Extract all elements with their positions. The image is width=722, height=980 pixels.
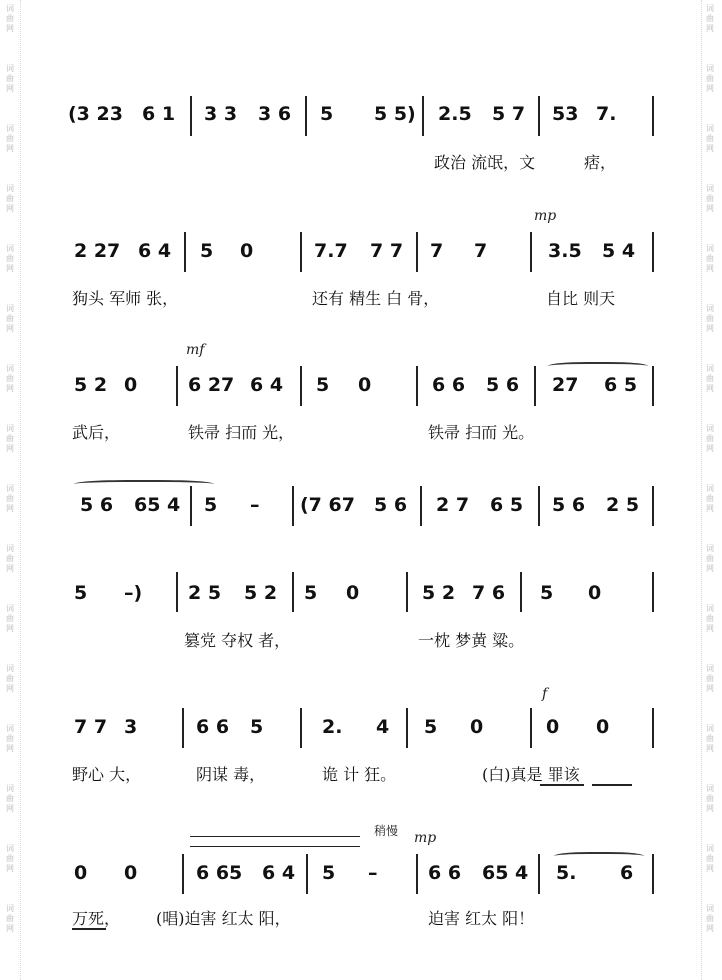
dynamic-mark: mp	[414, 830, 437, 846]
note-group: 5.	[556, 862, 577, 884]
note-group: 6 4	[138, 240, 172, 262]
bar-line	[292, 486, 294, 526]
note-group: 0	[124, 862, 138, 884]
note-group: 5 6	[552, 494, 586, 516]
watermark-text: 词 曲 网	[706, 4, 714, 33]
note-group: 6 6	[196, 716, 230, 738]
lyric: 政治 流氓，文	[434, 153, 536, 172]
note-group: 2 27	[74, 240, 121, 262]
note-group: 6 5	[490, 494, 524, 516]
watermark-text: 词 曲 网	[6, 364, 14, 393]
note-group: 2 5	[188, 582, 222, 604]
lyric: 武后，	[72, 423, 121, 442]
note-group: –	[368, 862, 378, 884]
lyric: 铁帚 扫而 光，	[188, 423, 295, 442]
bar-line	[652, 366, 654, 406]
emphasis-underline	[592, 784, 632, 786]
note-group: 65 4	[134, 494, 181, 516]
note-group: 7.	[596, 103, 617, 125]
dynamic-mark: mf	[186, 342, 205, 358]
watermark-text: 词 曲 网	[706, 904, 714, 933]
emphasis-underline	[540, 784, 584, 786]
lyric: 狗头 军师 张，	[72, 289, 179, 308]
note-group: 6 27	[188, 374, 235, 396]
watermark-text: 词 曲 网	[6, 844, 14, 873]
slur-mark	[74, 480, 214, 490]
bar-line	[422, 96, 424, 136]
note-group: 2 7	[436, 494, 470, 516]
note-group: 3 6	[258, 103, 292, 125]
note-group: 5 2	[74, 374, 108, 396]
bar-line	[416, 232, 418, 272]
note-group: 3	[124, 716, 138, 738]
lyric: 万死，	[72, 909, 121, 928]
watermark-text: 词 曲 网	[706, 124, 714, 153]
watermark-text: 词 曲 网	[706, 664, 714, 693]
note-group: –)	[124, 582, 143, 604]
note-group: 0	[358, 374, 372, 396]
note-group: 7	[474, 240, 488, 262]
lyric: 诡 计 狂。	[322, 765, 397, 784]
slur-mark	[548, 362, 648, 372]
bar-line	[538, 96, 540, 136]
note-group: 6 4	[262, 862, 296, 884]
crescendo-hairpin-top	[190, 836, 360, 837]
note-group: 5	[540, 582, 554, 604]
slur-mark	[554, 852, 644, 862]
watermark-text: 词 曲 网	[6, 124, 14, 153]
watermark-text: 词 曲 网	[706, 244, 714, 273]
watermark-text: 词 曲 网	[706, 304, 714, 333]
note-group: 0	[74, 862, 88, 884]
bar-line	[416, 854, 418, 894]
note-group: 7 6	[472, 582, 506, 604]
note-group: 2.5	[438, 103, 472, 125]
watermark-text: 词 曲 网	[706, 184, 714, 213]
note-group: 5 6	[486, 374, 520, 396]
watermark-text: 词 曲 网	[706, 484, 714, 513]
bar-line	[530, 232, 532, 272]
bar-line	[190, 486, 192, 526]
note-group: 3 3	[204, 103, 238, 125]
note-group: 7 7	[74, 716, 108, 738]
bar-line	[416, 366, 418, 406]
lyric: 自比 则天	[546, 289, 616, 308]
note-group: 0	[346, 582, 360, 604]
note-group: (3 23	[68, 103, 123, 125]
dynamic-mark: f	[542, 686, 548, 702]
note-group: 5	[322, 862, 336, 884]
watermark-text: 词 曲 网	[706, 64, 714, 93]
lyric: 迫害 红太 阳！	[428, 909, 535, 928]
bar-line	[300, 708, 302, 748]
note-group: 5 5)	[374, 103, 416, 125]
dynamic-mark: mp	[534, 208, 557, 224]
note-group: 5 6	[80, 494, 114, 516]
note-group: 6 6	[428, 862, 462, 884]
note-group: 27	[552, 374, 579, 396]
lyric: 还有 精生 白 骨，	[312, 289, 440, 308]
watermark-text: 词 曲 网	[6, 784, 14, 813]
note-group: 7 7	[370, 240, 404, 262]
watermark-text: 词 曲 网	[706, 544, 714, 573]
bar-line	[420, 486, 422, 526]
watermark-text: 词 曲 网	[6, 544, 14, 573]
bar-line	[538, 854, 540, 894]
lyric: 阴谋 毒，	[196, 765, 266, 784]
note-group: 5 2	[422, 582, 456, 604]
note-group: 5 4	[602, 240, 636, 262]
watermark-text: 词 曲 网	[706, 364, 714, 393]
watermark-text: 词 曲 网	[6, 604, 14, 633]
tempo-mark: 稍慢	[374, 824, 399, 838]
watermark-text: 词 曲 网	[6, 904, 14, 933]
note-group: 0	[596, 716, 610, 738]
note-group: 6 6	[432, 374, 466, 396]
watermark-text: 词 曲 网	[6, 724, 14, 753]
watermark-text: 词 曲 网	[6, 184, 14, 213]
bar-line	[652, 572, 654, 612]
lyric: 野心 大，	[72, 765, 142, 784]
note-group: 0	[546, 716, 560, 738]
watermark-text: 词 曲 网	[706, 844, 714, 873]
bar-line	[176, 366, 178, 406]
emphasis-underline	[72, 928, 106, 930]
watermark-text: 词 曲 网	[6, 664, 14, 693]
watermark-text: 词 曲 网	[706, 604, 714, 633]
note-group: 6 1	[142, 103, 176, 125]
note-group: –	[250, 494, 260, 516]
bar-line	[530, 708, 532, 748]
bar-line	[305, 96, 307, 136]
watermark-text: 词 曲 网	[706, 784, 714, 813]
lyric: 铁帚 扫而 光。	[428, 423, 535, 442]
note-group: 5 6	[374, 494, 408, 516]
lyric: 痞，	[584, 153, 617, 172]
note-group: 5	[320, 103, 334, 125]
bar-line	[176, 572, 178, 612]
note-group: 5	[250, 716, 264, 738]
bar-line	[406, 708, 408, 748]
note-group: 6 5	[604, 374, 638, 396]
note-group: 4	[376, 716, 390, 738]
watermark-text: 词 曲 网	[706, 724, 714, 753]
bar-line	[184, 232, 186, 272]
bar-line	[652, 232, 654, 272]
note-group: 3.5	[548, 240, 582, 262]
note-group: 5 2	[244, 582, 278, 604]
watermark-text: 词 曲 网	[6, 64, 14, 93]
note-group: 7	[430, 240, 444, 262]
note-group: 5	[304, 582, 318, 604]
bar-line	[652, 708, 654, 748]
note-group: 6 4	[250, 374, 284, 396]
note-group: 65 4	[482, 862, 529, 884]
bar-line	[300, 232, 302, 272]
note-group: 2.	[322, 716, 343, 738]
watermark-text: 词 曲 网	[6, 4, 14, 33]
bar-line	[538, 486, 540, 526]
watermark-text: 词 曲 网	[6, 244, 14, 273]
note-group: 6 65	[196, 862, 243, 884]
note-group: 5	[74, 582, 88, 604]
watermark-text: 词 曲 网	[6, 304, 14, 333]
note-group: 5	[424, 716, 438, 738]
note-group: 0	[470, 716, 484, 738]
note-group: 5	[316, 374, 330, 396]
bar-line	[182, 854, 184, 894]
watermark-text: 词 曲 网	[6, 484, 14, 513]
bar-line	[190, 96, 192, 136]
bar-line	[182, 708, 184, 748]
lyric: 一枕 梦黄 粱。	[418, 631, 525, 650]
bar-line	[406, 572, 408, 612]
note-group: 0	[588, 582, 602, 604]
bar-line	[520, 572, 522, 612]
lyric: (唱)迫害 红太 阳，	[156, 909, 291, 928]
note-group: (7 67	[300, 494, 355, 516]
watermark-text: 词 曲 网	[6, 424, 14, 453]
lyric: 篡党 夺权 者，	[184, 631, 291, 650]
bar-line	[652, 96, 654, 136]
note-group: 53	[552, 103, 579, 125]
bar-line	[300, 366, 302, 406]
lyric: (白)真是 罪该	[482, 765, 580, 784]
crescendo-hairpin-bottom	[190, 846, 360, 847]
watermark-text: 词 曲 网	[706, 424, 714, 453]
bar-line	[306, 854, 308, 894]
note-group: 5 7	[492, 103, 526, 125]
note-group: 5	[200, 240, 214, 262]
bar-line	[652, 486, 654, 526]
note-group: 0	[124, 374, 138, 396]
note-group: 7.7	[314, 240, 348, 262]
bar-line	[292, 572, 294, 612]
bar-line	[534, 366, 536, 406]
note-group: 5	[204, 494, 218, 516]
note-group: 6	[620, 862, 634, 884]
bar-line	[652, 854, 654, 894]
note-group: 2 5	[606, 494, 640, 516]
note-group: 0	[240, 240, 254, 262]
